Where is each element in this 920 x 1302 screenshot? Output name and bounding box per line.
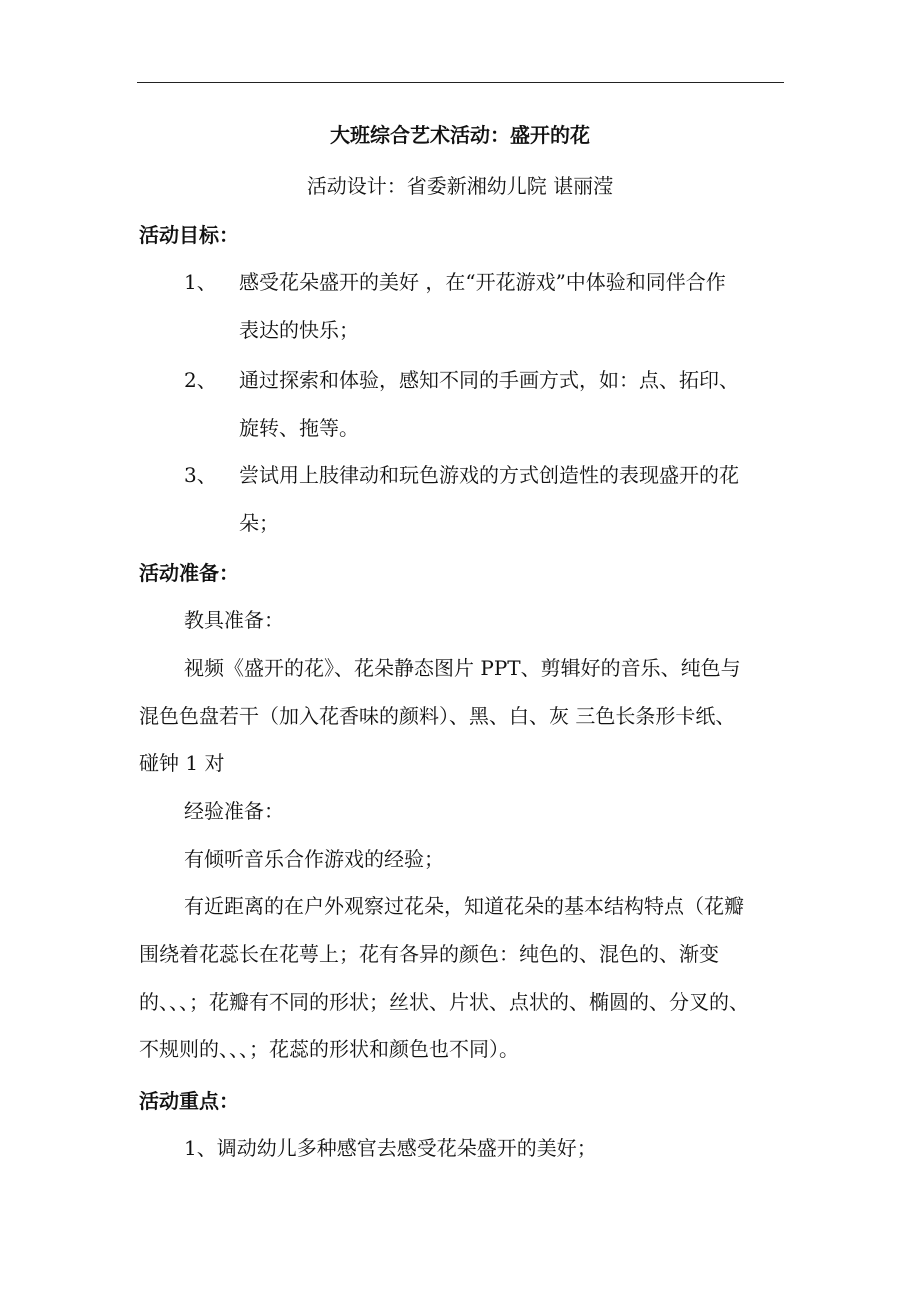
focus-item-1: 1、调动幼儿多种感官去感受花朵盛开的美好；: [184, 1136, 597, 1160]
experience-detail-line-4: 不规则的、、、；花蕊的形状和颜色也不同）。: [139, 1037, 519, 1061]
document-title: 大班综合艺术活动：盛开的花: [330, 123, 590, 147]
goal-3-line-1: 尝试用上肢律动和玩色游戏的方式创造性的表现盛开的花: [239, 463, 739, 487]
experience-detail-line-3: 的、、、；花瓣有不同的形状；丝状、片状、点状的、椭圆的、分叉的、: [139, 990, 749, 1014]
goal-2-line-2: 旋转、拖等。: [239, 416, 359, 440]
experience-prep-label: 经验准备：: [184, 799, 284, 823]
teaching-prep-label: 教具准备：: [184, 608, 284, 632]
experience-detail-line-2: 围绕着花蕊长在花萼上；花有各异的颜色：纯色的、混色的、渐变: [139, 942, 719, 966]
focus-heading: 活动重点：: [139, 1089, 239, 1113]
goal-2-number: 2、: [184, 368, 217, 392]
goal-1-number: 1、: [184, 270, 217, 294]
goal-1-line-2: 表达的快乐；: [239, 318, 359, 342]
experience-detail-line-1: 有近距离的在户外观察过花朵，知道花朵的基本结构特点（花瓣: [184, 894, 744, 918]
goal-1-line-1: 感受花朵盛开的美好 ，在“开花游戏”中体验和同伴合作: [239, 270, 726, 294]
goal-2-line-1: 通过探索和体验，感知不同的手画方式，如：点、拓印、: [239, 368, 739, 392]
experience-prep-line-1: 有倾听音乐合作游戏的经验；: [184, 847, 444, 871]
teaching-prep-line-3: 碰钟 1 对: [139, 751, 225, 775]
teaching-prep-line-1: 视频《盛开的花》、花朵静态图片 PPT、剪辑好的音乐、纯色与: [184, 656, 741, 680]
document-subtitle: 活动设计：省委新湘幼儿院 谌丽滢: [306, 174, 614, 198]
header-rule: [137, 82, 784, 83]
goal-3-number: 3、: [184, 463, 217, 487]
goals-heading: 活动目标：: [139, 223, 239, 247]
prep-heading: 活动准备：: [139, 561, 239, 585]
teaching-prep-line-2: 混色色盘若干（加入花香味的颜料）、黑、白、灰 三色长条形卡纸、: [139, 704, 736, 728]
goal-3-line-2: 朵；: [239, 511, 279, 535]
